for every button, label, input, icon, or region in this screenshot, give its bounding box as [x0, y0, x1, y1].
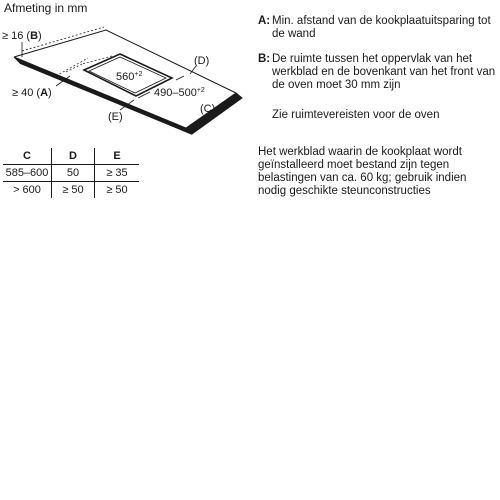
depth-dimension: $490-500^{+2}$ — [154, 87, 205, 99]
table-header-row — [3, 148, 139, 165]
note-b — [258, 53, 498, 92]
table-cell: ≥ 35 — [95, 165, 140, 182]
table-cell: > 600 — [13, 184, 41, 196]
label-d: (D) — [194, 55, 210, 67]
label-e: (E) — [108, 111, 123, 123]
label-c: (C) — [200, 103, 216, 115]
table-cell: ≥ 50 — [52, 182, 95, 199]
note-text: De ruimte tussen het oppervlak van het werkblad en de bovenkant van het front van de oven moet 30 mm zijn — [272, 53, 496, 91]
table-cell: 585–600 — [3, 165, 52, 182]
note-key: B: — [258, 53, 271, 65]
table-cell: 50 — [52, 165, 95, 182]
label-a: ≥ 40 (A) — [12, 87, 52, 99]
installation-diagram — [0, 14, 256, 144]
note-a — [258, 15, 498, 41]
table-row — [3, 182, 139, 199]
oven-note: Zie ruimtevereisten voor de oven — [272, 109, 440, 121]
table-row — [3, 165, 139, 182]
note-key: A: — [258, 15, 271, 27]
page-title: Afmeting in mm — [4, 1, 88, 15]
worktop-load-note: Het werkblad waarin de kookplaat wordt geïnstalleerd moet bestand zijn tegen belastingen van ca. 60 kg; gebruik indien nodig geschikte steunconstructies — [258, 146, 467, 197]
table-header: D — [52, 148, 95, 165]
table-header: E — [95, 148, 140, 165]
dimension-a-guides — [56, 56, 112, 76]
dimension-table — [3, 148, 139, 198]
width-dimension: $560^{+2}$ — [116, 71, 143, 83]
note-text: Min. afstand van de kookplaatuitsparing tot de wand — [272, 15, 491, 40]
table-cell: ≥ 50 — [95, 182, 140, 199]
depth-dim-line — [138, 92, 150, 98]
label-b: ≥ 16 (B) — [2, 30, 42, 42]
table-header: C — [3, 148, 52, 165]
depth-dim-line-2 — [176, 76, 184, 80]
